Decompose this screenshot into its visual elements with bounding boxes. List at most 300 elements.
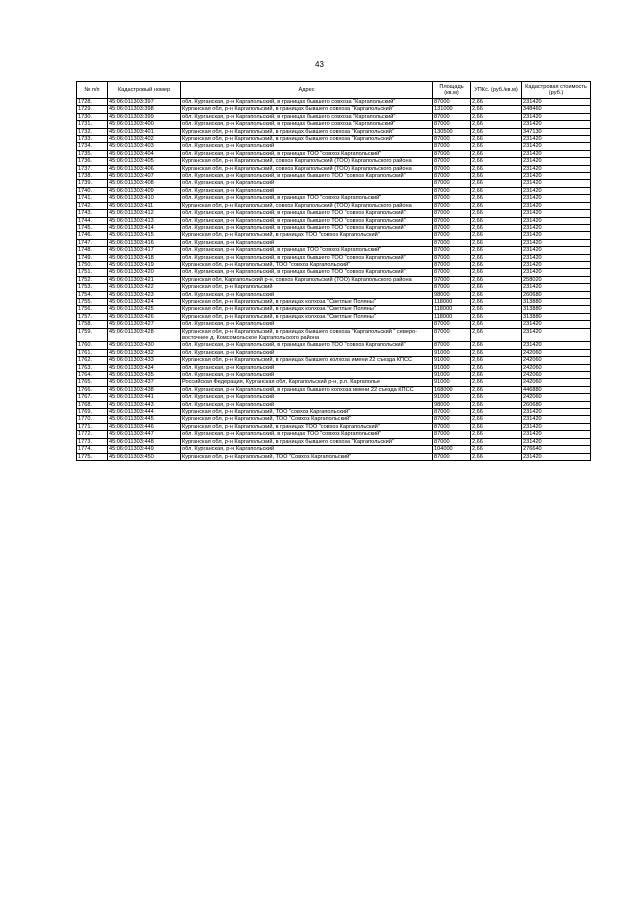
cadastral-cost-cell: 231420 (522, 121, 591, 128)
row-number-cell: 1736. (77, 158, 108, 165)
upks-cell: 2,66 (471, 431, 522, 438)
table-row (77, 187, 591, 194)
address-cell: Курганская обл, р-н Каргапольский, совхоз Каргапольский (ТОО) Каргапольского района (181, 165, 433, 172)
area-cell: 87000 (433, 416, 471, 423)
cadastral-cost-cell: 242060 (522, 372, 591, 379)
row-number-cell: 1733. (77, 136, 108, 143)
address-cell: Курганская обл, р-н Каргапольский, в границах бывшего колхоза имени 22 съезда КПСС (181, 357, 433, 364)
address-cell: Курганская обл, р-н Каргапольский, совхоз Каргапольский (ТОО) Каргапольского района (181, 202, 433, 209)
cadastral-cost-cell: 258020 (522, 276, 591, 283)
upks-cell: 2,66 (471, 409, 522, 416)
area-cell: 91000 (433, 394, 471, 401)
table-row (77, 180, 591, 187)
cadastral-cost-cell: 231420 (522, 342, 591, 349)
upks-cell: 2,66 (471, 291, 522, 298)
row-number-cell: 1745. (77, 224, 108, 231)
cadastral-cost-cell: 231420 (522, 210, 591, 217)
row-number-cell: 1754. (77, 291, 108, 298)
upks-cell: 2,66 (471, 121, 522, 128)
upks-cell: 2,66 (471, 224, 522, 231)
cadastral-cost-cell: 276640 (522, 446, 591, 453)
header-num: № п/п (77, 82, 108, 99)
row-number-cell: 1756. (77, 306, 108, 313)
area-cell: 87000 (433, 342, 471, 349)
row-number-cell: 1771. (77, 423, 108, 430)
area-cell: 98000 (433, 291, 471, 298)
cadastral-number-cell: 45:06:011303:432 (108, 349, 181, 356)
header-address: Адрес (181, 82, 433, 99)
row-number-cell: 1769. (77, 409, 108, 416)
cadastral-number-cell: 45:06:011303:443 (108, 401, 181, 408)
cadastral-cost-cell: 231420 (522, 143, 591, 150)
cadastral-number-cell: 45:06:011303:404 (108, 150, 181, 157)
upks-cell: 2,66 (471, 128, 522, 135)
area-cell: 87000 (433, 217, 471, 224)
row-number-cell: 1734. (77, 143, 108, 150)
address-cell: обл. Курганская, р-н Каргапольский (181, 321, 433, 328)
area-cell: 97000 (433, 276, 471, 283)
upks-cell: 2,66 (471, 99, 522, 106)
table-row (77, 224, 591, 231)
cadastral-number-cell: 45:06:011303:405 (108, 158, 181, 165)
cadastral-number-cell: 45:06:011303:444 (108, 409, 181, 416)
area-cell: 104000 (433, 446, 471, 453)
address-cell: Курганская обл, р-н Каргапольский, в границах ТОО "совхоз Каргапольский" (181, 232, 433, 239)
area-cell: 87000 (433, 269, 471, 276)
upks-cell: 2,66 (471, 254, 522, 261)
cadastral-cost-cell: 231420 (522, 136, 591, 143)
table-row (77, 342, 591, 349)
header-cadastral-number: Кадастровый номер (108, 82, 181, 99)
cadastral-number-cell: 45:06:011303:437 (108, 379, 181, 386)
cadastral-cost-cell: 231420 (522, 180, 591, 187)
table-row (77, 165, 591, 172)
upks-cell: 2,66 (471, 386, 522, 393)
cadastral-number-cell: 45:06:011303:445 (108, 416, 181, 423)
cadastral-cost-cell: 231420 (522, 150, 591, 157)
table-body (77, 99, 591, 461)
cadastral-number-cell: 45:06:011303:412 (108, 210, 181, 217)
row-number-cell: 1765. (77, 379, 108, 386)
cadastral-cost-cell: 231420 (522, 416, 591, 423)
row-number-cell: 1766. (77, 386, 108, 393)
area-cell: 87000 (433, 438, 471, 445)
row-number-cell: 1737. (77, 165, 108, 172)
address-cell: обл. Курганская, р-н Каргапольский (181, 291, 433, 298)
table-row (77, 150, 591, 157)
cadastral-number-cell: 45:06:011303:421 (108, 276, 181, 283)
cadastral-number-cell: 45:06:011303:435 (108, 372, 181, 379)
upks-cell: 2,66 (471, 438, 522, 445)
address-cell: обл. Курганская, р-н Каргапольский, в границах ТОО "совхоз Каргапольский" (181, 195, 433, 202)
area-cell: 87000 (433, 187, 471, 194)
cadastral-cost-cell: 242060 (522, 364, 591, 371)
cadastral-number-cell: 45:06:011303:424 (108, 298, 181, 305)
cadastral-cost-cell: 242060 (522, 379, 591, 386)
area-cell: 87000 (433, 321, 471, 328)
row-number-cell: 1757. (77, 313, 108, 320)
row-number-cell: 1770. (77, 416, 108, 423)
table-header-row (77, 82, 591, 99)
cadastral-cost-cell: 313880 (522, 313, 591, 320)
cadastral-table (76, 81, 591, 461)
table-row (77, 269, 591, 276)
table-row (77, 128, 591, 135)
row-number-cell: 1750. (77, 261, 108, 268)
cadastral-number-cell: 45:06:011303:409 (108, 187, 181, 194)
table-row (77, 261, 591, 268)
cadastral-number-cell: 45:06:011303:441 (108, 394, 181, 401)
address-cell: обл. Курганская, р-н Каргапольский, в границах бывшего ТОО "совхоз Каргапольский" (181, 210, 433, 217)
cadastral-cost-cell: 446880 (522, 386, 591, 393)
area-cell: 87000 (433, 180, 471, 187)
cadastral-number-cell: 45:06:011303:428 (108, 328, 181, 342)
table-row (77, 210, 591, 217)
upks-cell: 2,66 (471, 357, 522, 364)
area-cell: 87000 (433, 284, 471, 291)
upks-cell: 2,66 (471, 298, 522, 305)
row-number-cell: 1768. (77, 401, 108, 408)
upks-cell: 2,66 (471, 173, 522, 180)
address-cell: обл. Курганская, р-н Каргапольский, в границах бывшего совхоза "Каргапольский" (181, 113, 433, 120)
cadastral-number-cell: 45:06:011303:426 (108, 313, 181, 320)
cadastral-number-cell: 45:06:011303:408 (108, 180, 181, 187)
cadastral-cost-cell: 231420 (522, 423, 591, 430)
table-row (77, 438, 591, 445)
cadastral-number-cell: 45:06:011303:399 (108, 113, 181, 120)
page-number: 43 (315, 60, 324, 69)
address-cell: Курганская обл, р-н Каргапольский, ТОО "совхоз Каргапольский" (181, 409, 433, 416)
upks-cell: 2,66 (471, 423, 522, 430)
area-cell: 87000 (433, 328, 471, 342)
address-cell: Курганская обл, р-н Каргапольский, в границах бывшего совхоза "Каргапольский " северо-восточнее д. Комсомольское Каргапольского района (181, 328, 433, 342)
row-number-cell: 1749. (77, 254, 108, 261)
area-cell: 87000 (433, 210, 471, 217)
cadastral-number-cell: 45:06:011303:410 (108, 195, 181, 202)
cadastral-number-cell: 45:06:011303:398 (108, 106, 181, 113)
table-row (77, 298, 591, 305)
address-cell: обл. Курганская, р-н Каргапольский, в границах бывшего ТОО "совхоз Каргапольский" (181, 269, 433, 276)
upks-cell: 2,66 (471, 342, 522, 349)
cadastral-number-cell: 45:06:011303:418 (108, 254, 181, 261)
cadastral-number-cell: 45:06:011303:433 (108, 357, 181, 364)
cadastral-cost-cell: 231420 (522, 438, 591, 445)
address-cell: обл. Курганская, р-н Каргапольский (181, 349, 433, 356)
table-row (77, 254, 591, 261)
upks-cell: 2,66 (471, 136, 522, 143)
address-cell: Курганская обл, р-н Каргапольский, ТОО "Совхоз Каргапольский" (181, 453, 433, 460)
table-row (77, 364, 591, 371)
upks-cell: 2,66 (471, 261, 522, 268)
area-cell: 87000 (433, 247, 471, 254)
table-row (77, 409, 591, 416)
table-row (77, 106, 591, 113)
row-number-cell: 1747. (77, 239, 108, 246)
address-cell: обл. Курганская, р-н Каргапольский (181, 401, 433, 408)
cadastral-cost-cell: 260680 (522, 291, 591, 298)
table-row (77, 232, 591, 239)
area-cell: 87000 (433, 143, 471, 150)
upks-cell: 2,66 (471, 247, 522, 254)
area-cell: 87000 (433, 431, 471, 438)
area-cell: 87000 (433, 224, 471, 231)
area-cell: 87000 (433, 261, 471, 268)
area-cell: 87000 (433, 158, 471, 165)
address-cell: обл. Курганская, р-н Каргапольский, в границах бывшего совхоза "Каргапольский" (181, 99, 433, 106)
row-number-cell: 1755. (77, 298, 108, 305)
upks-cell: 2,66 (471, 328, 522, 342)
address-cell: обл. Курганская, р-н Каргапольский, в границах ТОО "совхоз Каргапольский" (181, 247, 433, 254)
address-cell: Курганская обл, р-н Каргапольский, в границах бывшего совхоза "Каргапольский" (181, 128, 433, 135)
row-number-cell: 1732. (77, 128, 108, 135)
row-number-cell: 1759. (77, 328, 108, 342)
row-number-cell: 1730. (77, 113, 108, 120)
address-cell: обл. Курганская, р-н Каргапольский, в границах бывшего ТОО "совхоз Каргапольский" (181, 217, 433, 224)
area-cell: 87000 (433, 150, 471, 157)
row-number-cell: 1743. (77, 210, 108, 217)
address-cell: Курганская обл, р-н Каргапольский, в границах колхоза "Светлые Поляны" (181, 306, 433, 313)
area-cell: 87000 (433, 239, 471, 246)
table-row (77, 291, 591, 298)
table-row (77, 136, 591, 143)
cadastral-cost-cell: 231420 (522, 187, 591, 194)
cadastral-number-cell: 45:06:011303:450 (108, 453, 181, 460)
row-number-cell: 1767. (77, 394, 108, 401)
cadastral-number-cell: 45:06:011303:446 (108, 423, 181, 430)
address-cell: обл. Курганская, р-н Каргапольский (181, 239, 433, 246)
cadastral-number-cell: 45:06:011303:400 (108, 121, 181, 128)
area-cell: 118000 (433, 298, 471, 305)
area-cell: 87000 (433, 423, 471, 430)
cadastral-cost-cell: 231420 (522, 239, 591, 246)
cadastral-number-cell: 45:06:011303:406 (108, 165, 181, 172)
row-number-cell: 1738. (77, 173, 108, 180)
address-cell: обл. Курганская, р-н Каргапольский, в границах ТОО "совхоз Каргапольский" (181, 431, 433, 438)
table-row (77, 328, 591, 342)
cadastral-cost-cell: 231420 (522, 431, 591, 438)
table-row (77, 195, 591, 202)
cadastral-number-cell: 45:06:011303:447 (108, 431, 181, 438)
cadastral-cost-cell: 231420 (522, 453, 591, 460)
area-cell: 87000 (433, 409, 471, 416)
cadastral-cost-cell: 231420 (522, 173, 591, 180)
upks-cell: 2,66 (471, 276, 522, 283)
address-cell: Курганская обл, Каргапольский р-н, совхоз Каргапольский (ТОО) Каргапольского района (181, 276, 433, 283)
table-row (77, 143, 591, 150)
upks-cell: 2,66 (471, 321, 522, 328)
table-row (77, 306, 591, 313)
row-number-cell: 1748. (77, 247, 108, 254)
row-number-cell: 1752. (77, 276, 108, 283)
row-number-cell: 1728. (77, 99, 108, 106)
upks-cell: 2,66 (471, 239, 522, 246)
area-cell: 87000 (433, 453, 471, 460)
cadastral-number-cell: 45:06:011303:401 (108, 128, 181, 135)
table-row (77, 276, 591, 283)
cadastral-cost-cell: 242060 (522, 349, 591, 356)
address-cell: обл. Курганская, р-н Каргапольский (181, 446, 433, 453)
area-cell: 87000 (433, 136, 471, 143)
upks-cell: 2,66 (471, 143, 522, 150)
cadastral-cost-cell: 313880 (522, 298, 591, 305)
address-cell: Курганская обл, р-н Каргапольский, ТОО "совхоз Каргапольский" (181, 261, 433, 268)
cadastral-cost-cell: 231420 (522, 158, 591, 165)
address-cell: обл. Курганская, р-н Каргапольский, в границах бывшего ТОО "совхоз Каргапольский" (181, 173, 433, 180)
cadastral-number-cell: 45:06:011303:397 (108, 99, 181, 106)
table-row (77, 357, 591, 364)
upks-cell: 2,66 (471, 364, 522, 371)
header-cadastral-cost: Кадастровая стоимость (руб.) (522, 82, 591, 99)
cadastral-number-cell: 45:06:011303:416 (108, 239, 181, 246)
row-number-cell: 1731. (77, 121, 108, 128)
address-cell: обл. Курганская, р-н Каргапольский (181, 187, 433, 194)
address-cell: обл. Курганская, р-н Каргапольский, в границах ТОО "совхоз Каргапольский" (181, 150, 433, 157)
table-row (77, 423, 591, 430)
address-cell: обл. Курганская, р-н Каргапольский, в границах бывшего колхоза имени 22 съезда КПСС (181, 386, 433, 393)
cadastral-number-cell: 45:06:011303:420 (108, 269, 181, 276)
header-area: Площадь (кв.м) (433, 82, 471, 99)
cadastral-cost-cell: 242060 (522, 394, 591, 401)
cadastral-number-cell: 45:06:011303:411 (108, 202, 181, 209)
area-cell: 168000 (433, 386, 471, 393)
area-cell: 87000 (433, 113, 471, 120)
cadastral-cost-cell: 242060 (522, 357, 591, 364)
table-row (77, 446, 591, 453)
upks-cell: 2,66 (471, 195, 522, 202)
address-cell: обл. Курганская, р-н Каргапольский (181, 394, 433, 401)
upks-cell: 2,66 (471, 446, 522, 453)
row-number-cell: 1775. (77, 453, 108, 460)
row-number-cell: 1744. (77, 217, 108, 224)
cadastral-number-cell: 45:06:011303:448 (108, 438, 181, 445)
cadastral-cost-cell: 231420 (522, 328, 591, 342)
area-cell: 131000 (433, 106, 471, 113)
row-number-cell: 1772. (77, 431, 108, 438)
cadastral-cost-cell: 231420 (522, 99, 591, 106)
cadastral-number-cell: 45:06:011303:419 (108, 261, 181, 268)
address-cell: Курганская обл, р-н Каргапольский (181, 284, 433, 291)
address-cell: обл. Курганская, р-н Каргапольский, в границах бывшего совхоза "Каргапольский" (181, 121, 433, 128)
table-row (77, 453, 591, 460)
upks-cell: 2,66 (471, 150, 522, 157)
area-cell: 87000 (433, 195, 471, 202)
table-row (77, 386, 591, 393)
upks-cell: 2,66 (471, 210, 522, 217)
upks-cell: 2,66 (471, 394, 522, 401)
address-cell: обл. Курганская, р-н Каргапольский (181, 180, 433, 187)
upks-cell: 2,66 (471, 306, 522, 313)
table-row (77, 313, 591, 320)
row-number-cell: 1753. (77, 284, 108, 291)
area-cell: 87000 (433, 99, 471, 106)
row-number-cell: 1741. (77, 195, 108, 202)
row-number-cell: 1751. (77, 269, 108, 276)
area-cell: 91000 (433, 364, 471, 371)
cadastral-cost-cell: 231420 (522, 247, 591, 254)
row-number-cell: 1740. (77, 187, 108, 194)
upks-cell: 2,66 (471, 453, 522, 460)
cadastral-number-cell: 45:06:011303:422 (108, 284, 181, 291)
cadastral-number-cell: 45:06:011303:449 (108, 446, 181, 453)
upks-cell: 2,66 (471, 113, 522, 120)
cadastral-cost-cell: 231420 (522, 217, 591, 224)
cadastral-cost-cell: 313880 (522, 306, 591, 313)
area-cell: 87000 (433, 165, 471, 172)
cadastral-cost-cell: 231420 (522, 232, 591, 239)
address-cell: обл. Курганская, р-н Каргапольский (181, 364, 433, 371)
cadastral-cost-cell: 231420 (522, 321, 591, 328)
upks-cell: 2,66 (471, 379, 522, 386)
table-row (77, 99, 591, 106)
area-cell: 130500 (433, 128, 471, 135)
address-cell: Курганская обл, р-н Каргапольский, совхоз Каргапольский (ТОО) Каргапольского района (181, 158, 433, 165)
upks-cell: 2,66 (471, 180, 522, 187)
address-cell: Курганская обл, р-н Каргапольский, в границах колхоза "Светлые Поляны" (181, 298, 433, 305)
row-number-cell: 1773. (77, 438, 108, 445)
upks-cell: 2,66 (471, 416, 522, 423)
table-row (77, 217, 591, 224)
area-cell: 87000 (433, 173, 471, 180)
table-row (77, 321, 591, 328)
row-number-cell: 1761. (77, 349, 108, 356)
upks-cell: 2,66 (471, 313, 522, 320)
address-cell: обл. Курганская, р-н Каргапольский (181, 372, 433, 379)
table-row (77, 121, 591, 128)
cadastral-cost-cell: 231420 (522, 409, 591, 416)
area-cell: 87000 (433, 232, 471, 239)
address-cell: обл. Курганская, р-н Каргапольский, в границах бывшего ТОО "совхоз Каргапольский" (181, 254, 433, 261)
area-cell: 91000 (433, 349, 471, 356)
area-cell: 87000 (433, 254, 471, 261)
area-cell: 91000 (433, 357, 471, 364)
table-row (77, 158, 591, 165)
cadastral-number-cell: 45:06:011303:413 (108, 217, 181, 224)
upks-cell: 2,66 (471, 187, 522, 194)
cadastral-number-cell: 45:06:011303:415 (108, 232, 181, 239)
cadastral-number-cell: 45:06:011303:417 (108, 247, 181, 254)
address-cell: Курганская обл, р-н Каргапольский, ТОО "Совхоз Каргапольский" (181, 416, 433, 423)
table-row (77, 202, 591, 209)
cadastral-cost-cell: 231420 (522, 269, 591, 276)
row-number-cell: 1774. (77, 446, 108, 453)
upks-cell: 2,66 (471, 232, 522, 239)
cadastral-cost-cell: 231420 (522, 224, 591, 231)
area-cell: 98000 (433, 401, 471, 408)
address-cell: Курганская обл, р-н Каргапольский, в границах колхоза "Светлые Поляны" (181, 313, 433, 320)
cadastral-cost-cell: 347130 (522, 128, 591, 135)
table-row (77, 431, 591, 438)
table-row (77, 401, 591, 408)
cadastral-cost-cell: 260680 (522, 401, 591, 408)
upks-cell: 2,66 (471, 349, 522, 356)
cadastral-number-cell: 45:06:011303:407 (108, 173, 181, 180)
cadastral-cost-cell: 231420 (522, 202, 591, 209)
cadastral-cost-cell: 231420 (522, 113, 591, 120)
cadastral-cost-cell: 231420 (522, 284, 591, 291)
address-cell: Курганская обл, р-н Каргапольский, в границах ТОО "совхоз Каргапольский" (181, 423, 433, 430)
address-cell: Российская Федерация, Курганская обл, Каргапольский р-н, р.п. Каргаполье (181, 379, 433, 386)
address-cell: обл. Курганская, р-н Каргапольский (181, 143, 433, 150)
area-cell: 87000 (433, 202, 471, 209)
row-number-cell: 1762. (77, 357, 108, 364)
cadastral-cost-cell: 231420 (522, 254, 591, 261)
cadastral-number-cell: 45:06:011303:414 (108, 224, 181, 231)
table-row (77, 394, 591, 401)
upks-cell: 2,66 (471, 202, 522, 209)
row-number-cell: 1763. (77, 364, 108, 371)
cadastral-number-cell: 45:06:011303:438 (108, 386, 181, 393)
upks-cell: 2,66 (471, 372, 522, 379)
